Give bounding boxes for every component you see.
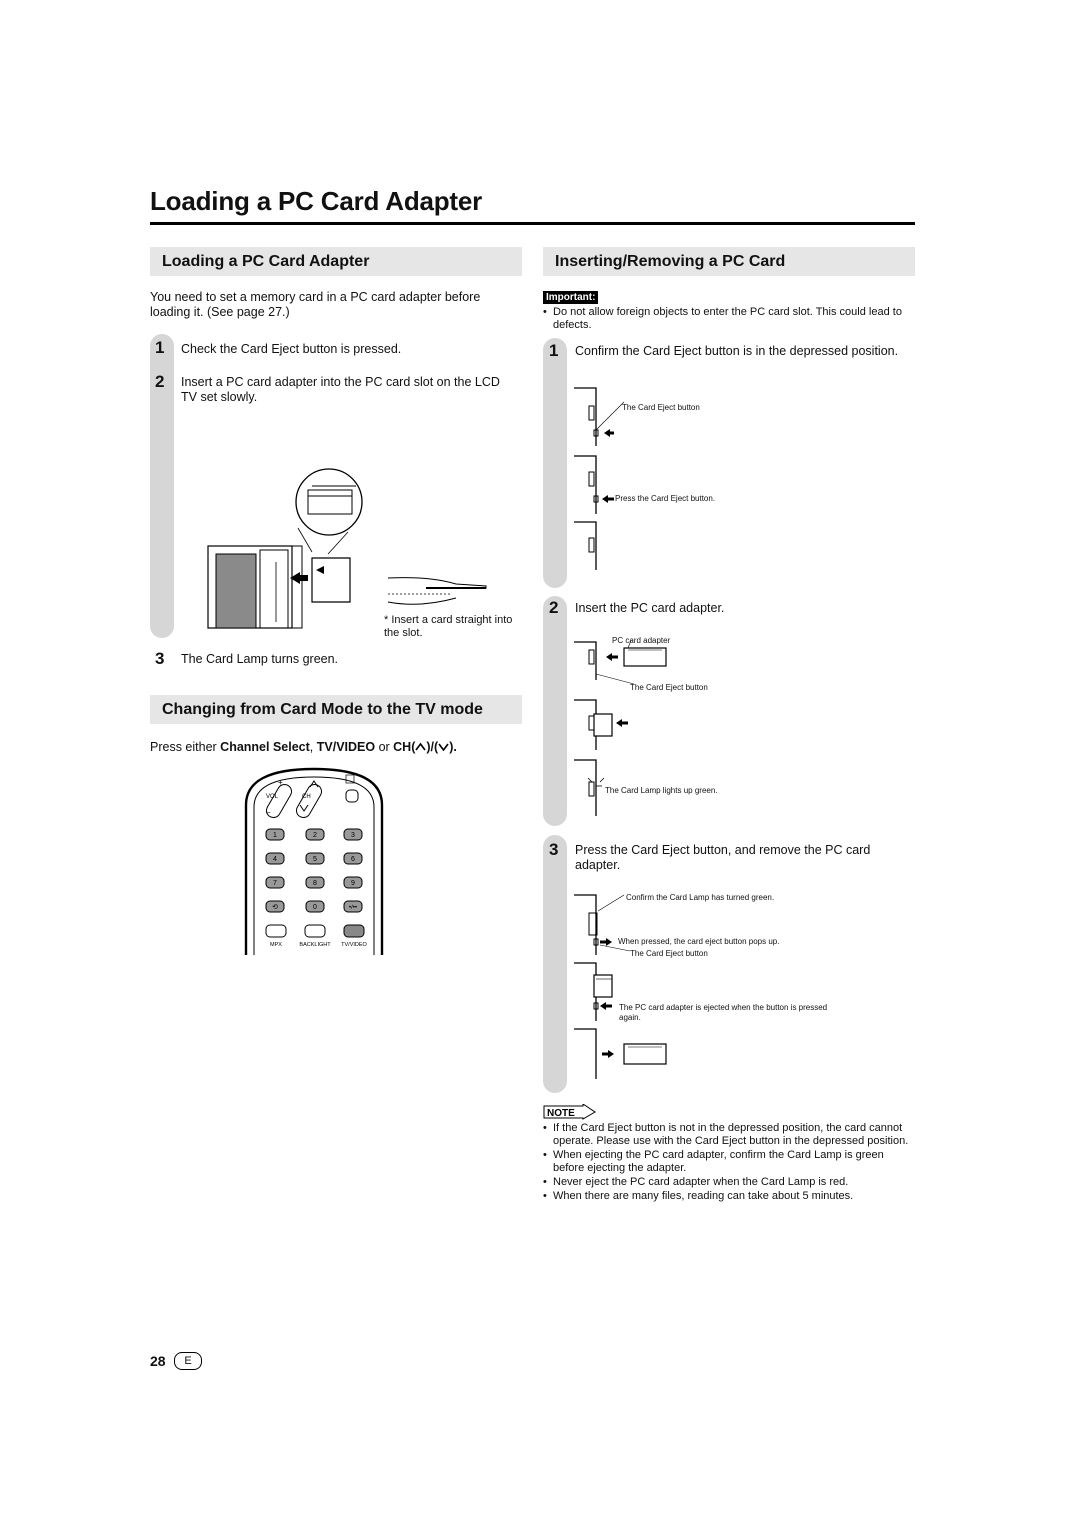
ch-label: CH bbox=[302, 794, 311, 800]
ch-rocker[interactable] bbox=[294, 782, 324, 820]
caption-eject-button-3: The Card Eject button bbox=[630, 949, 708, 958]
step-2-text: Insert a PC card adapter into the PC card slot on the LCD TV set slowly. bbox=[181, 375, 500, 404]
press-instruction: Press either Channel Select, TV/VIDEO or CH( )/( ). bbox=[150, 740, 457, 754]
caption-eject-button: The Card Eject button bbox=[622, 403, 700, 412]
page-number: 28 bbox=[150, 1353, 166, 1369]
svg-text:MPX: MPX bbox=[270, 942, 282, 948]
step-3-text: Press the Card Eject button, and remove the PC card adapter. bbox=[575, 843, 871, 872]
page-title: Loading a PC Card Adapter bbox=[150, 186, 483, 216]
step-bar bbox=[543, 835, 567, 1093]
caption-press-eject: Press the Card Eject button. bbox=[615, 494, 716, 503]
important-text: • Do not allow foreign objects to enter the PC card slot. This could lead to defects. bbox=[543, 306, 902, 331]
step-number-1: 1 bbox=[155, 338, 165, 357]
step-2-text: Insert the PC card adapter. bbox=[575, 601, 725, 615]
svg-text:8: 8 bbox=[313, 880, 317, 887]
svg-text:6: 6 bbox=[351, 856, 355, 863]
note-item: • Never eject the PC card adapter when the Card Lamp is red. bbox=[543, 1176, 849, 1188]
svg-text:⟲: ⟲ bbox=[272, 904, 278, 911]
step-number-2: 2 bbox=[155, 372, 165, 391]
step-bar bbox=[543, 596, 567, 826]
eject-button-illustration bbox=[572, 386, 732, 570]
remote-control-illustration bbox=[244, 765, 386, 957]
remove-adapter-illustration bbox=[572, 893, 682, 1083]
svg-text:2: 2 bbox=[313, 832, 317, 839]
title-rule bbox=[150, 222, 915, 225]
step-number-2: 2 bbox=[549, 598, 559, 617]
notes-list bbox=[543, 1122, 913, 1203]
step-number-1: 1 bbox=[549, 341, 559, 360]
svg-text:+: + bbox=[278, 778, 283, 787]
svg-text:NOTE: NOTE bbox=[547, 1108, 575, 1119]
section-heading-inserting: Inserting/Removing a PC Card bbox=[543, 247, 915, 276]
note-item: • If the Card Eject button is not in the depressed position, the card cannot operate. Please use with the Card Eject button in the depressed position. bbox=[543, 1122, 909, 1147]
caption-confirm-lamp: Confirm the Card Lamp has turned green. bbox=[626, 893, 775, 902]
caption-pops-up: When pressed, the card eject button pops up. bbox=[618, 937, 780, 946]
step-1-text: Confirm the Card Eject button is in the depressed position. bbox=[575, 344, 899, 358]
svg-text:0: 0 bbox=[313, 904, 317, 911]
vol-label: VOL bbox=[266, 794, 279, 800]
chevron-up-icon bbox=[415, 742, 426, 751]
caption-pc-adapter: PC card adapter bbox=[612, 636, 671, 645]
important-badge: Important: bbox=[543, 287, 598, 305]
svg-text:1: 1 bbox=[273, 832, 277, 839]
svg-text:BACKLIGHT: BACKLIGHT bbox=[299, 942, 331, 948]
svg-text:7: 7 bbox=[273, 880, 277, 887]
caption-ejected: The PC card adapter is ejected when the button is pressed again. bbox=[619, 1003, 828, 1022]
step-3-text: The Card Lamp turns green. bbox=[181, 652, 339, 666]
svg-text:5: 5 bbox=[313, 856, 317, 863]
svg-text:•/••: •/•• bbox=[349, 905, 357, 911]
note-item: • When ejecting the PC card adapter, confirm the Card Lamp is green before ejecting the adapter. bbox=[543, 1149, 884, 1174]
step-bar bbox=[543, 338, 567, 588]
chevron-down-icon bbox=[438, 742, 449, 751]
step-number-3: 3 bbox=[549, 840, 559, 859]
step-number-3: 3 bbox=[155, 649, 165, 668]
svg-text:–: – bbox=[266, 808, 271, 817]
svg-text:4: 4 bbox=[273, 856, 277, 863]
language-badge: E bbox=[174, 1352, 202, 1370]
svg-text:TV/VIDEO: TV/VIDEO bbox=[341, 942, 367, 948]
section-heading-tv-mode: Changing from Card Mode to the TV mode bbox=[150, 695, 522, 724]
caption-eject-button-2: The Card Eject button bbox=[630, 683, 708, 692]
tv-card-insert-illustration bbox=[200, 462, 510, 634]
caption-lamp-green: The Card Lamp lights up green. bbox=[605, 786, 718, 795]
svg-text:9: 9 bbox=[351, 880, 355, 887]
step-1-text: Check the Card Eject button is pressed. bbox=[181, 342, 402, 356]
section-heading-loading: Loading a PC Card Adapter bbox=[150, 247, 522, 276]
note-item: • When there are many files, reading can take about 5 minutes. bbox=[543, 1190, 854, 1202]
intro-text: You need to set a memory card in a PC card adapter before loading it. (See page 27.) bbox=[150, 290, 481, 319]
svg-text:3: 3 bbox=[351, 832, 355, 839]
insert-note: * Insert a card straight into the slot. bbox=[384, 614, 513, 639]
